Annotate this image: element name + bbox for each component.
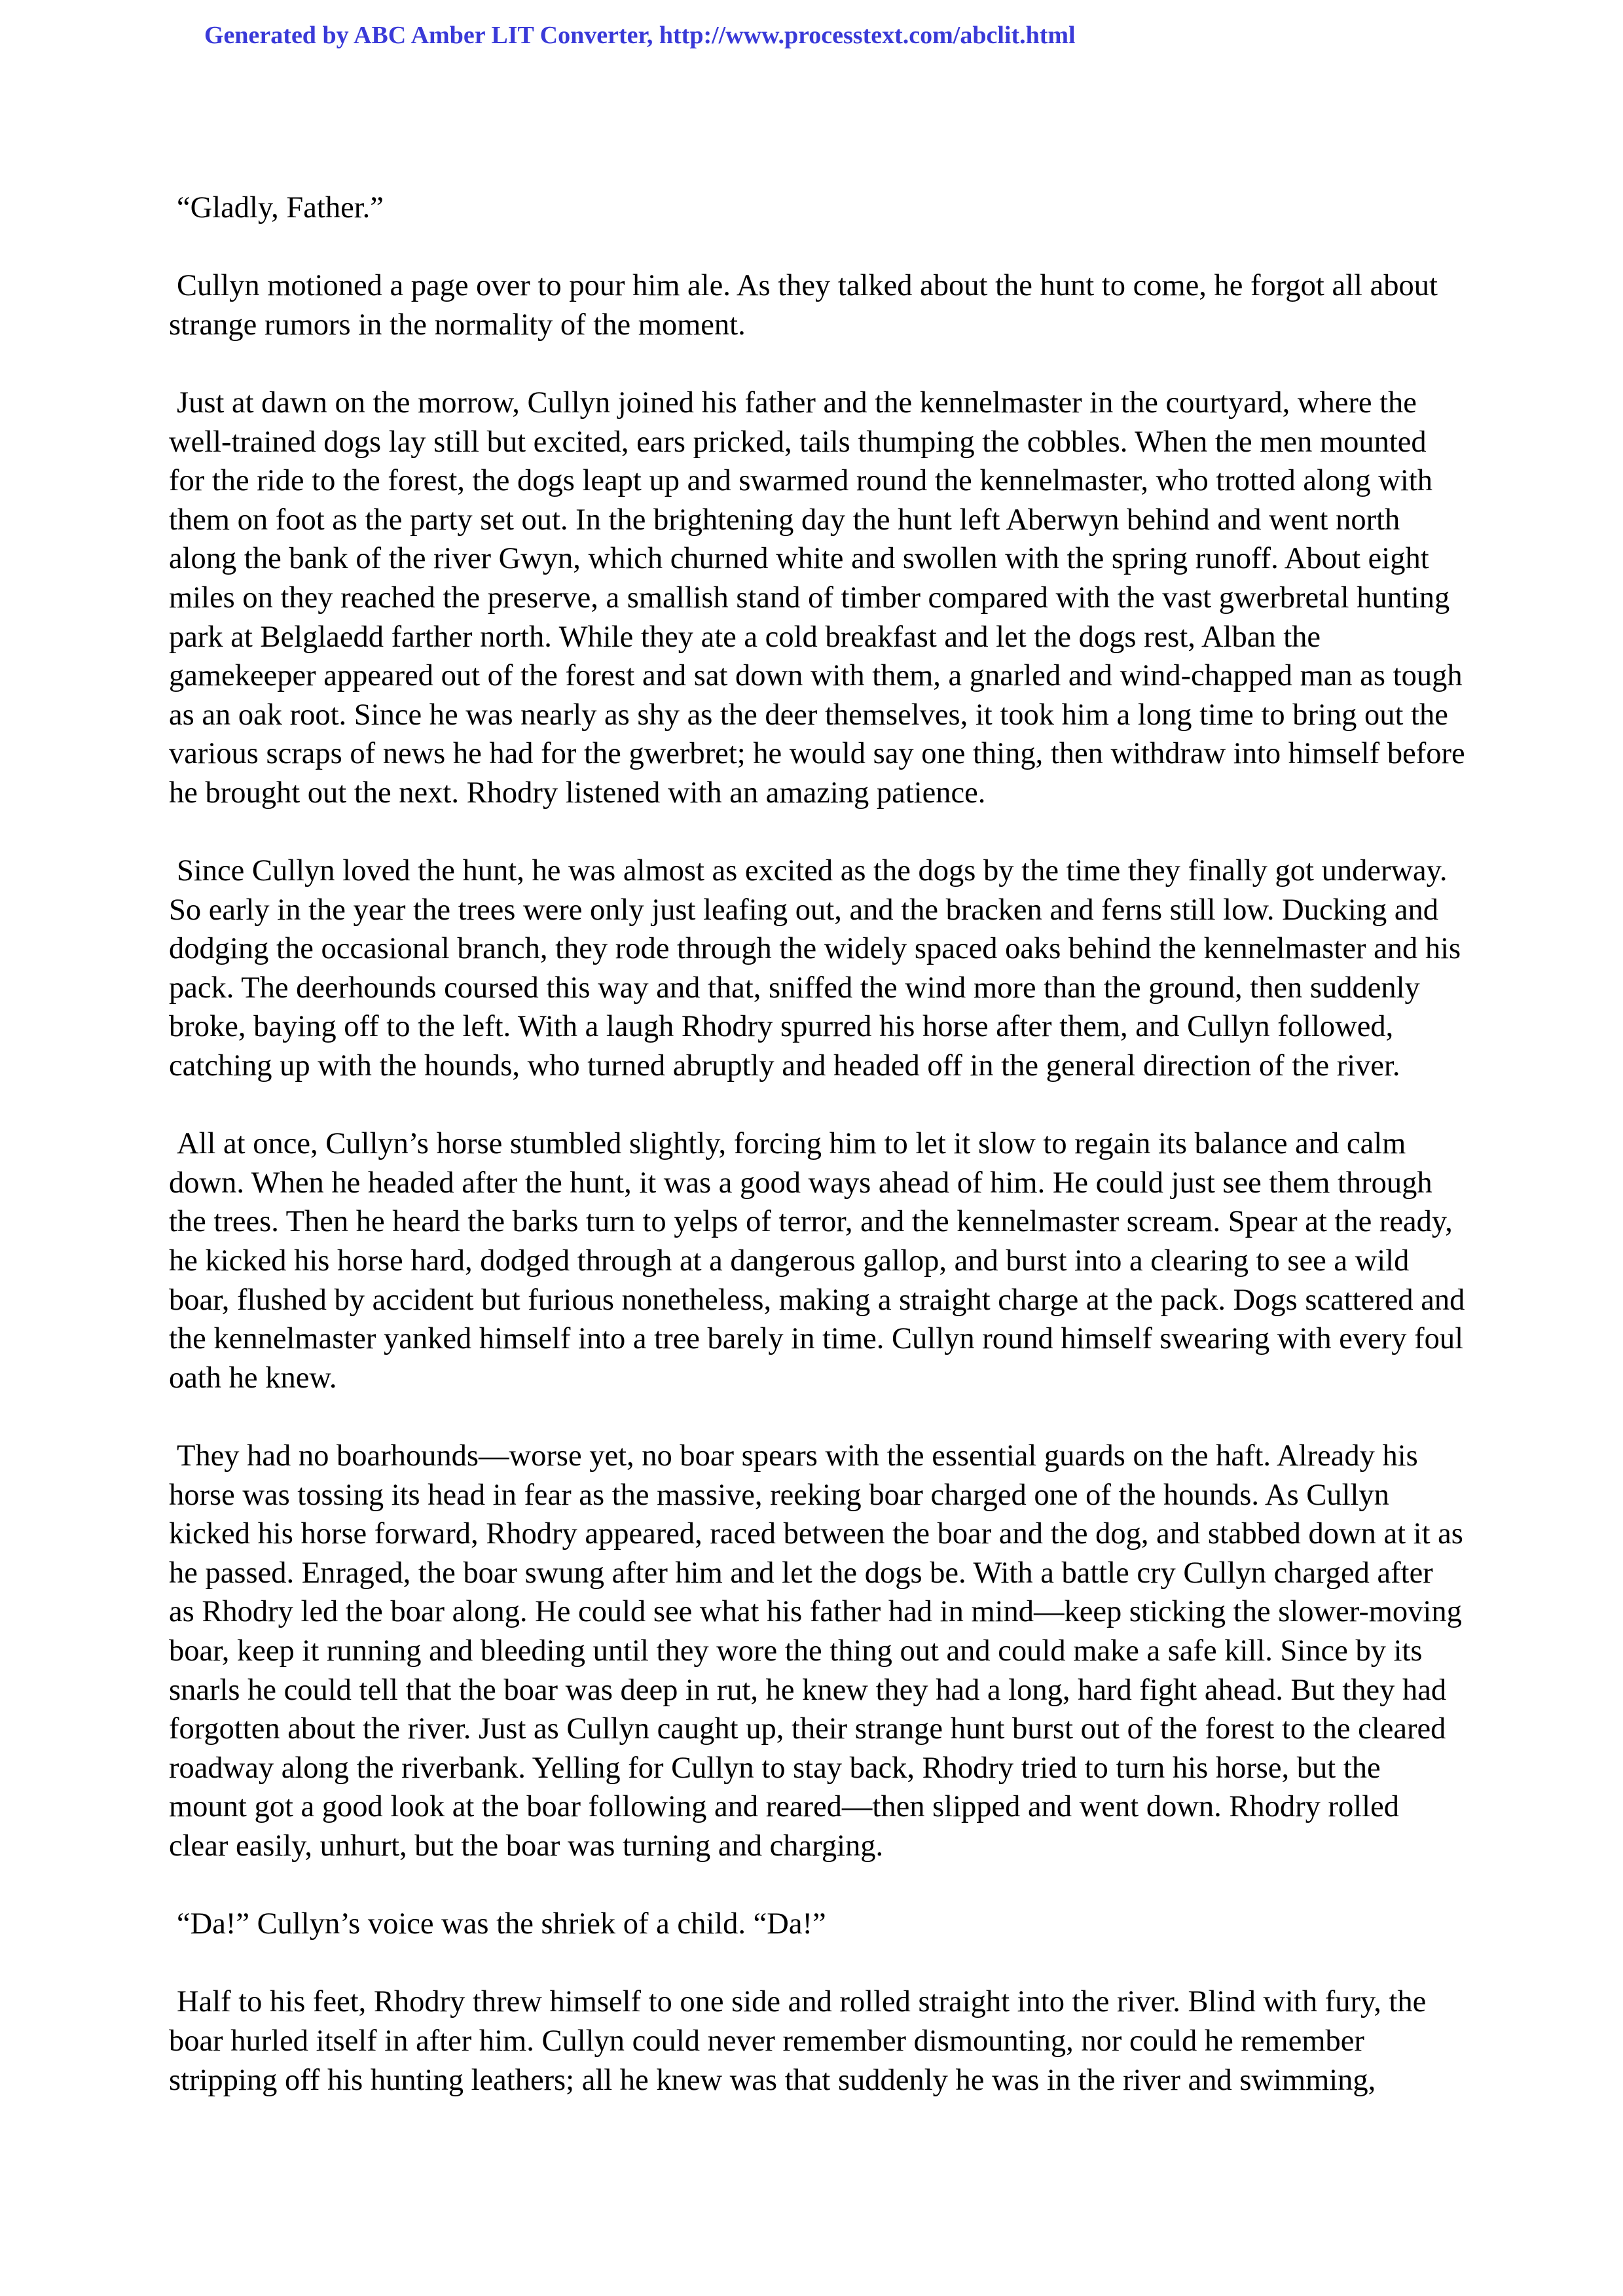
paragraph: “Gladly, Father.” bbox=[177, 191, 384, 224]
paragraph: All at once, Cullyn’s horse stumbled slightly, forcing him to let it slow to regain its balance and calm down. When he headed after the hunt, it was a good ways ahead of him. He could just see them through the trees. Then he heard the barks turn to yelps of terror, and the kennelmaster scream. Spear at the ready, he kicked his horse hard, dodged through at a dangerous gallop, and burst into a clearing to see a wild boar, flushed by accident but furious nonetheless, making a straight charge at the pack. Dogs scattered and the kennelmaster yanked himself into a tree barely in time. Cullyn round himself swearing with every foul oath he knew. bbox=[169, 1127, 1465, 1395]
paragraph: “Da!” Cullyn’s voice was the shriek of a child. “Da!” bbox=[177, 1907, 826, 1941]
paragraph: They had no boarhounds—worse yet, no boar spears with the essential guards on the haft. Already his horse was tossing its head in fear as the massive, reeking boar charged one of the hounds. As Cullyn kicked his horse forward, Rhodry appeared, raced between the boar and the dog, and stabbed down at it as he passed. Enraged, the boar swung after him and let the dogs be. With a battle cry Cullyn charged after as Rhodry led the boar along. He could see what his father had in mind—keep sticking the slower-moving boar, keep it running and bleeding until they wore the thing out and could make a safe kill. Since by its snarls he could tell that the boar was deep in rut, he knew they had a long, hard fight ahead. But they had forgotten about the river. Just as Cullyn caught up, their strange hunt burst out of the forest to the cleared roadway along the riverbank. Yelling for Cullyn to stay back, Rhodry tried to turn his horse, but the mount got a good look at the boar following and reared—then slipped and went down. Rhodry rolled clear easily, unhurt, but the boar was turning and charging. bbox=[169, 1439, 1463, 1863]
paragraph: Half to his feet, Rhodry threw himself to one side and rolled straight into the river. Blind with fury, the boar hurled itself in after him. Cullyn could never remember dismounting, nor could he remember stripping off his hunting leathers; all he knew was that suddenly he was in the river and swimming, bbox=[169, 1985, 1427, 2097]
paragraph: Since Cullyn loved the hunt, he was almost as excited as the dogs by the time they finally got underway. So early in the year the trees were only just leafing out, and the bracken and ferns still low. Ducking and dodging the occasional branch, they rode through the widely spaced oaks behind the kennelmaster and his pack. The deerhounds coursed this way and that, sniffed the wind more than the ground, then suddenly broke, baying off to the left. With a laugh Rhodry spurred his horse after them, and Cullyn followed, catching up with the hounds, who turned abruptly and headed off in the general direction of the river. bbox=[169, 854, 1461, 1083]
story-text bbox=[169, 188, 1465, 2100]
converter-header-link[interactable]: Generated by ABC Amber LIT Converter, http://www.processtext.com/abclit.html bbox=[204, 22, 1076, 49]
paragraph: Cullyn motioned a page over to pour him ale. As they talked about the hunt to come, he forgot all about strange rumors in the normality of the moment. bbox=[169, 269, 1438, 342]
paragraph: Just at dawn on the morrow, Cullyn joined his father and the kennelmaster in the courtyard, where the well-trained dogs lay still but excited, ears pricked, tails thumping the cobbles. When the men mounted for the ride to the forest, the dogs leapt up and swarmed round the kennelmaster, who trotted along with them on foot as the party set out. In the brightening day the hunt left Aberwyn behind and went north along the bank of the river Gwyn, which churned white and swollen with the spring runoff. About eight miles on they reached the preserve, a smallish stand of timber compared with the vast gwerbretal hunting park at Belglaedd farther north. While they ate a cold breakfast and let the dogs rest, Alban the gamekeeper appeared out of the forest and sat down with them, a gnarled and wind-chapped man as tough as an oak root. Since he was nearly as shy as the deer themselves, it took him a long time to bring out the various scraps of news he had for the gwerbret; he would say one thing, then withdraw into himself before he brought out the next. Rhodry listened with an amazing patience. bbox=[169, 386, 1465, 810]
